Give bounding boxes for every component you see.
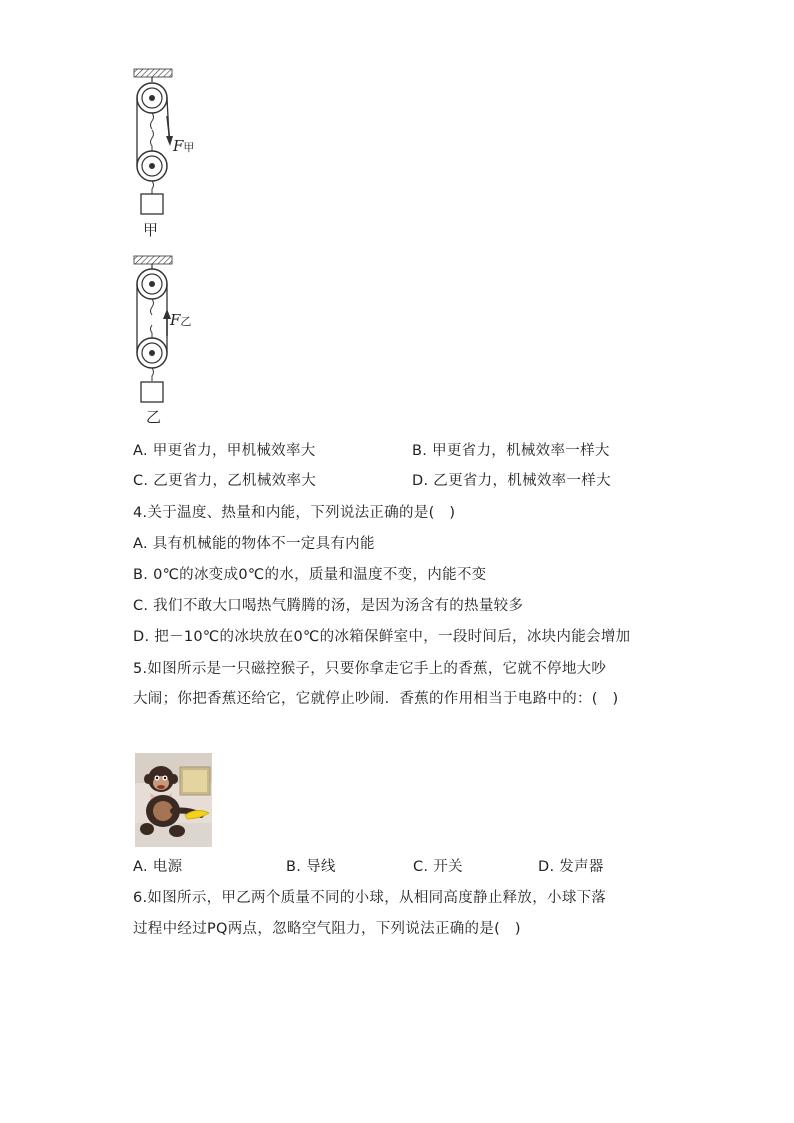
ceiling <box>134 256 172 264</box>
force-subscript-yi: 乙 <box>180 315 192 328</box>
figure-label-yi: 乙 <box>146 408 162 426</box>
q5-option-d[interactable]: D. 发声器 <box>538 859 604 875</box>
force-label-jia: F甲 <box>173 137 195 155</box>
q4-stem: 4.关于温度、热量和内能，下列说法正确的是( ) <box>133 505 456 521</box>
monkey-toy-photo <box>135 753 212 847</box>
q4-option-d[interactable]: D. 把－10℃的冰块放在0℃的冰箱保鲜室中，一段时间后，冰块内能会增加 <box>133 629 631 645</box>
q5-option-b[interactable]: B. 导线 <box>286 859 336 875</box>
pulley-figure-jia <box>125 64 215 244</box>
fixed-pulley <box>137 83 167 113</box>
force-label-yi: F乙 <box>170 311 192 329</box>
q5-option-a[interactable]: A. 电源 <box>133 859 183 875</box>
q6-stem-line1: 6.如图所示，甲乙两个质量不同的小球，从相同高度静止释放，小球下落 <box>133 890 607 906</box>
movable-pulley <box>137 338 167 368</box>
figure-label-jia: 甲 <box>143 221 159 239</box>
ceiling <box>134 69 172 77</box>
q4-option-b[interactable]: B. 0℃的冰变成0℃的水，质量和温度不变，内能不变 <box>133 567 487 583</box>
pulley-figure-yi <box>125 251 215 411</box>
fixed-pulley <box>137 269 167 299</box>
movable-pulley <box>137 151 167 181</box>
force-arrow <box>166 116 173 146</box>
q4-option-a[interactable]: A. 具有机械能的物体不一定具有内能 <box>133 536 375 552</box>
load-block <box>141 194 163 214</box>
q5-stem-line2: 大闹；你把香蕉还给它，它就停止吵闹．香蕉的作用相当于电路中的：( ) <box>133 691 619 707</box>
q3-option-b[interactable]: B. 甲更省力，机械效率一样大 <box>412 443 610 459</box>
load-block <box>141 382 163 402</box>
q5-stem-line1: 5.如图所示是一只磁控猴子，只要你拿走它手上的香蕉，它就不停地大吵 <box>133 661 607 677</box>
q6-stem-line2: 过程中经过PQ两点，忽略空气阻力，下列说法正确的是( ) <box>133 921 521 937</box>
q4-option-c[interactable]: C. 我们不敢大口喝热气腾腾的汤，是因为汤含有的热量较多 <box>133 598 524 614</box>
force-subscript-jia: 甲 <box>183 141 195 154</box>
q3-option-d[interactable]: D. 乙更省力，机械效率一样大 <box>412 473 611 489</box>
q3-option-c[interactable]: C. 乙更省力，乙机械效率大 <box>133 473 317 489</box>
q5-option-c[interactable]: C. 开关 <box>413 859 463 875</box>
q3-option-a[interactable]: A. 甲更省力，甲机械效率大 <box>133 443 316 459</box>
